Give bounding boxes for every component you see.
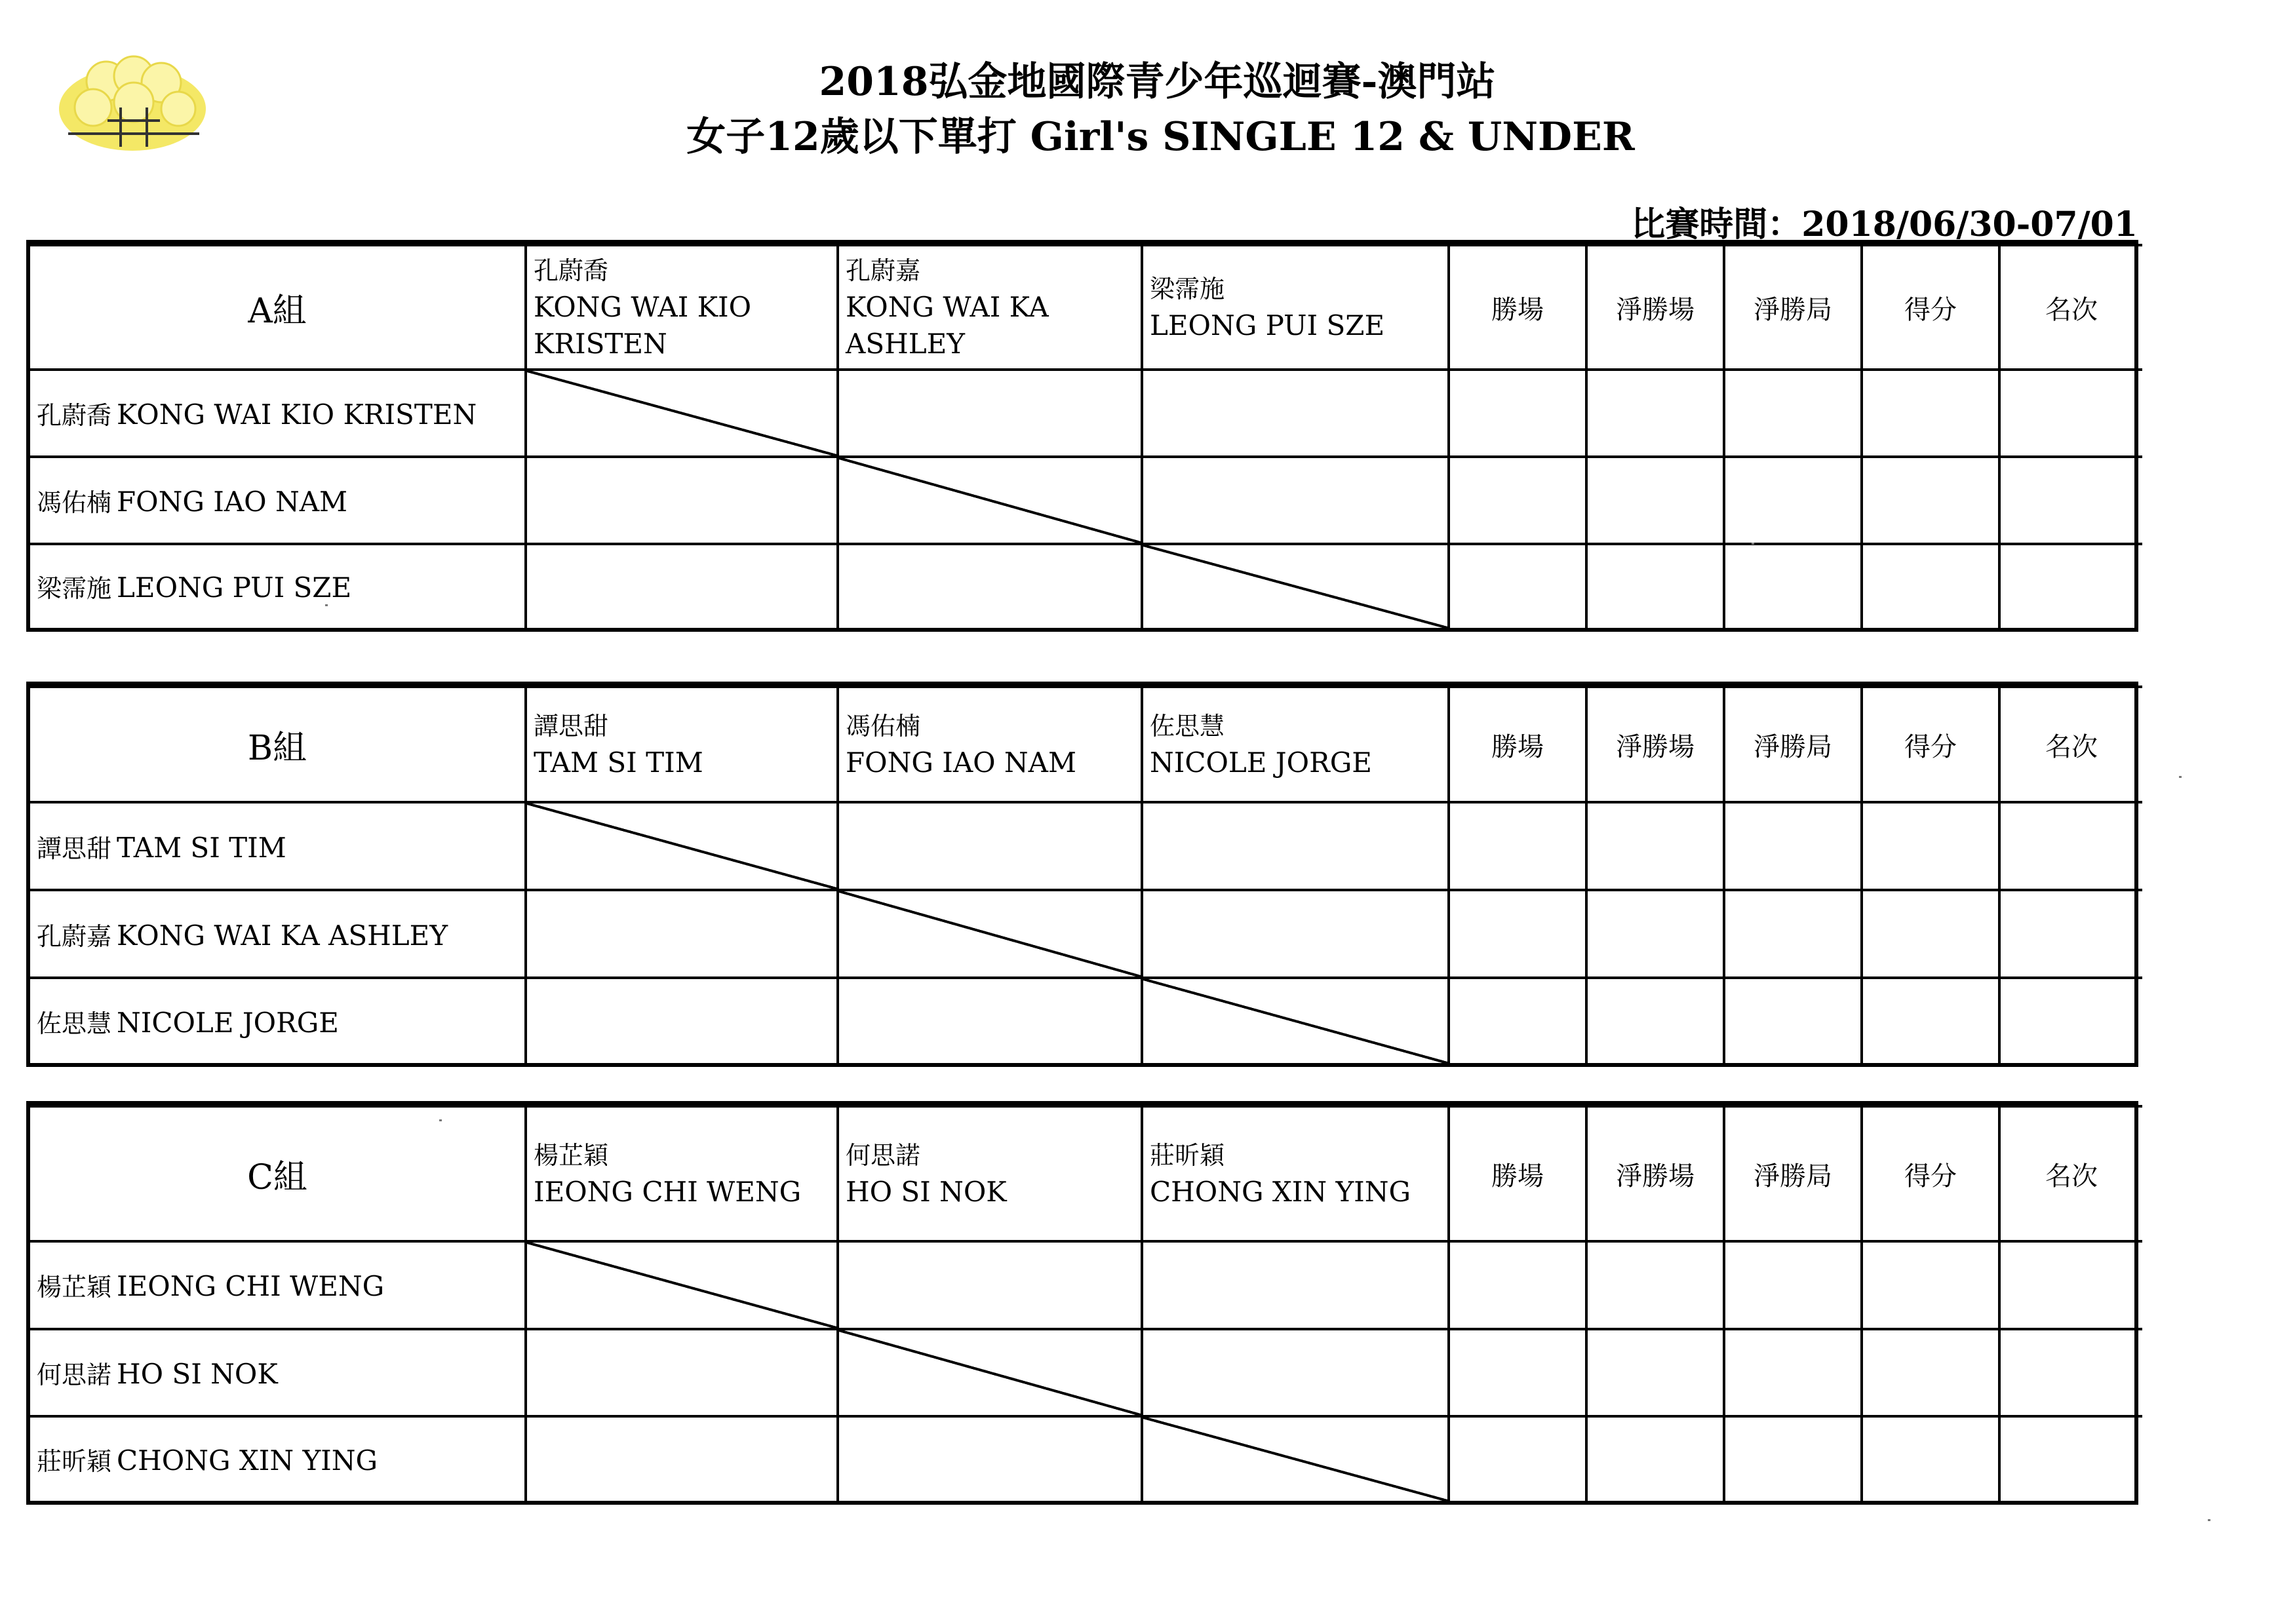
- row-player-english-name: NICOLE JORGE: [117, 1006, 339, 1039]
- stat-cell: [1862, 370, 1999, 457]
- column-player: [838, 1106, 1142, 1241]
- column-player-chinese-name: 莊昕穎: [1150, 1141, 1225, 1170]
- stat-header: 淨勝局: [1724, 245, 1862, 370]
- column-player-english-name: KONG WAI KA ASHLEY: [846, 291, 1049, 360]
- stat-cell: [1449, 370, 1586, 457]
- stat-cell: [1724, 802, 1862, 890]
- score-cell: [526, 457, 838, 544]
- stat-cell: [1724, 1241, 1862, 1329]
- stat-header: 淨勝場: [1586, 245, 1724, 370]
- row-player: [30, 802, 526, 890]
- group-name: C組: [30, 1106, 526, 1241]
- column-player-english-name: FONG IAO NAM: [846, 746, 1077, 779]
- stat-cell: [1449, 1241, 1586, 1329]
- stat-cell: [1586, 802, 1724, 890]
- score-cell: [838, 1241, 1142, 1329]
- row-player-english-name: KONG WAI KA ASHLEY: [117, 919, 448, 952]
- stat-cell: [1862, 544, 1999, 628]
- score-cell: [1142, 1329, 1449, 1417]
- column-player-english-name: TAM SI TIM: [534, 746, 703, 779]
- table-row: [30, 802, 2142, 890]
- row-player-chinese-name: 佐思慧: [37, 1009, 112, 1038]
- column-player-english-name: CHONG XIN YING: [1150, 1176, 1411, 1208]
- self-match-cell: [838, 1329, 1142, 1417]
- stat-cell: [1999, 890, 2142, 978]
- score-cell: [526, 544, 838, 628]
- score-cell: [838, 1416, 1142, 1501]
- column-player-chinese-name: 馮佑楠: [846, 712, 921, 741]
- row-player-chinese-name: 馮佑楠: [37, 488, 112, 517]
- stat-cell: [1862, 802, 1999, 890]
- stat-header: 名次: [1999, 245, 2142, 370]
- row-player: [30, 978, 526, 1063]
- row-player: [30, 370, 526, 457]
- scan-speck: [2208, 1519, 2210, 1521]
- group-table: [26, 1101, 2138, 1505]
- stat-header: 勝場: [1449, 1106, 1586, 1241]
- row-player-english-name: FONG IAO NAM: [117, 485, 348, 518]
- stat-cell: [1449, 1329, 1586, 1417]
- stat-cell: [1724, 1416, 1862, 1501]
- score-cell: [1142, 802, 1449, 890]
- table-row: [30, 978, 2142, 1063]
- stat-cell: [1449, 978, 1586, 1063]
- column-player: [526, 245, 838, 370]
- column-player-english-name: NICOLE JORGE: [1150, 746, 1372, 779]
- self-match-cell: [838, 890, 1142, 978]
- column-player-english-name: KONG WAI KIO KRISTEN: [534, 291, 752, 360]
- row-player-english-name: KONG WAI KIO KRISTEN: [117, 398, 477, 431]
- row-player: [30, 1241, 526, 1329]
- table-row: [30, 1329, 2142, 1417]
- row-player-english-name: HO SI NOK: [117, 1357, 278, 1390]
- self-match-cell: [838, 457, 1142, 544]
- self-match-cell: [1142, 544, 1449, 628]
- row-player-chinese-name: 孔蔚嘉: [37, 921, 112, 951]
- stat-cell: [1586, 370, 1724, 457]
- row-player-english-name: TAM SI TIM: [117, 831, 286, 864]
- column-player: [838, 687, 1142, 802]
- column-player-english-name: LEONG PUI SZE: [1150, 309, 1385, 341]
- row-player: [30, 1329, 526, 1417]
- row-player-chinese-name: 何思諾: [37, 1360, 112, 1389]
- group-table: [26, 682, 2138, 1067]
- score-cell: [838, 370, 1142, 457]
- group-name: A組: [30, 245, 526, 370]
- stat-cell: [1862, 1416, 1999, 1501]
- score-cell: [1142, 370, 1449, 457]
- column-player-english-name: HO SI NOK: [846, 1176, 1007, 1208]
- row-player-english-name: LEONG PUI SZE: [117, 571, 352, 604]
- stat-cell: [1586, 1241, 1724, 1329]
- table-row: [30, 1416, 2142, 1501]
- column-player: [526, 1106, 838, 1241]
- row-player-chinese-name: 楊芷穎: [37, 1273, 112, 1302]
- stat-cell: [1999, 802, 2142, 890]
- row-player-english-name: IEONG CHI WENG: [117, 1270, 385, 1303]
- stat-cell: [1999, 1241, 2142, 1329]
- column-player: [1142, 1106, 1449, 1241]
- page-subtitle: 女子12歲以下單打 Girl's SINGLE 12 & UNDER: [686, 114, 1635, 160]
- stat-header: 得分: [1862, 1106, 1999, 1241]
- score-cell: [1142, 457, 1449, 544]
- score-cell: [1142, 890, 1449, 978]
- self-match-cell: [526, 802, 838, 890]
- table-row: [30, 544, 2142, 628]
- stat-cell: [1999, 370, 2142, 457]
- column-player: [526, 687, 838, 802]
- table-row: [30, 457, 2142, 544]
- score-cell: [526, 1329, 838, 1417]
- stat-header: 勝場: [1449, 245, 1586, 370]
- table-row: [30, 890, 2142, 978]
- stat-cell: [1724, 544, 1862, 628]
- stat-header: 得分: [1862, 687, 1999, 802]
- stat-cell: [1586, 890, 1724, 978]
- stat-cell: [1586, 1329, 1724, 1417]
- score-cell: [526, 890, 838, 978]
- column-player-chinese-name: 何思諾: [846, 1141, 921, 1170]
- stat-cell: [1724, 1329, 1862, 1417]
- stat-cell: [1862, 890, 1999, 978]
- stat-header: 淨勝場: [1586, 687, 1724, 802]
- column-player: [838, 245, 1142, 370]
- stat-cell: [1862, 1241, 1999, 1329]
- stat-cell: [1724, 978, 1862, 1063]
- self-match-cell: [1142, 1416, 1449, 1501]
- stat-cell: [1999, 1416, 2142, 1501]
- stat-cell: [1449, 544, 1586, 628]
- stat-cell: [1586, 978, 1724, 1063]
- stat-cell: [1586, 544, 1724, 628]
- stat-cell: [1724, 457, 1862, 544]
- stat-cell: [1999, 544, 2142, 628]
- row-player-english-name: CHONG XIN YING: [117, 1444, 378, 1477]
- column-player-chinese-name: 楊芷穎: [534, 1141, 609, 1170]
- group-name: B組: [30, 687, 526, 802]
- column-player: [1142, 687, 1449, 802]
- stat-cell: [1449, 890, 1586, 978]
- stat-header: 名次: [1999, 687, 2142, 802]
- page-title: 2018弘金地國際青少年巡迴賽-澳門站: [819, 59, 1496, 105]
- table-row: [30, 370, 2142, 457]
- stat-header: 淨勝局: [1724, 1106, 1862, 1241]
- stat-cell: [1862, 978, 1999, 1063]
- row-player: [30, 890, 526, 978]
- stat-cell: [1724, 370, 1862, 457]
- stat-cell: [1999, 1329, 2142, 1417]
- stat-cell: [1724, 890, 1862, 978]
- column-player-chinese-name: 孔蔚嘉: [846, 256, 921, 285]
- column-player-chinese-name: 譚思甜: [534, 712, 609, 741]
- row-player-chinese-name: 梁霈施: [37, 574, 112, 604]
- row-player-chinese-name: 孔蔚喬: [37, 400, 112, 430]
- score-cell: [838, 978, 1142, 1063]
- score-cell: [1142, 1241, 1449, 1329]
- column-player-chinese-name: 梁霈施: [1150, 275, 1225, 303]
- score-cell: [526, 978, 838, 1063]
- row-player-chinese-name: 莊昕穎: [37, 1447, 112, 1476]
- stat-cell: [1449, 1416, 1586, 1501]
- stat-cell: [1999, 978, 2142, 1063]
- stat-header: 得分: [1862, 245, 1999, 370]
- column-player-english-name: IEONG CHI WENG: [534, 1176, 802, 1208]
- stat-header: 淨勝局: [1724, 687, 1862, 802]
- row-player: [30, 544, 526, 628]
- self-match-cell: [1142, 978, 1449, 1063]
- scan-speck: [439, 1119, 442, 1121]
- score-cell: [526, 1416, 838, 1501]
- row-player: [30, 1416, 526, 1501]
- scan-speck: [325, 604, 328, 606]
- stat-cell: [1999, 457, 2142, 544]
- row-player-chinese-name: 譚思甜: [37, 834, 112, 863]
- column-player: [1142, 245, 1449, 370]
- group-table: [26, 240, 2138, 632]
- score-cell: [838, 544, 1142, 628]
- score-cell: [838, 802, 1142, 890]
- self-match-cell: [526, 1241, 838, 1329]
- stat-cell: [1862, 1329, 1999, 1417]
- row-player: [30, 457, 526, 544]
- stat-cell: [1449, 457, 1586, 544]
- scan-speck: [2179, 776, 2182, 778]
- scan-speck: [1752, 543, 1754, 545]
- column-player-chinese-name: 佐思慧: [1150, 712, 1225, 741]
- stat-cell: [1862, 457, 1999, 544]
- table-row: [30, 1241, 2142, 1329]
- stat-cell: [1449, 802, 1586, 890]
- stat-header: 名次: [1999, 1106, 2142, 1241]
- stat-cell: [1586, 457, 1724, 544]
- stat-header: 勝場: [1449, 687, 1586, 802]
- stat-header: 淨勝場: [1586, 1106, 1724, 1241]
- match-date: 比賽時間：2018/06/30-07/01: [1631, 204, 2138, 244]
- column-player-chinese-name: 孔蔚喬: [534, 256, 609, 285]
- stat-cell: [1586, 1416, 1724, 1501]
- self-match-cell: [526, 370, 838, 457]
